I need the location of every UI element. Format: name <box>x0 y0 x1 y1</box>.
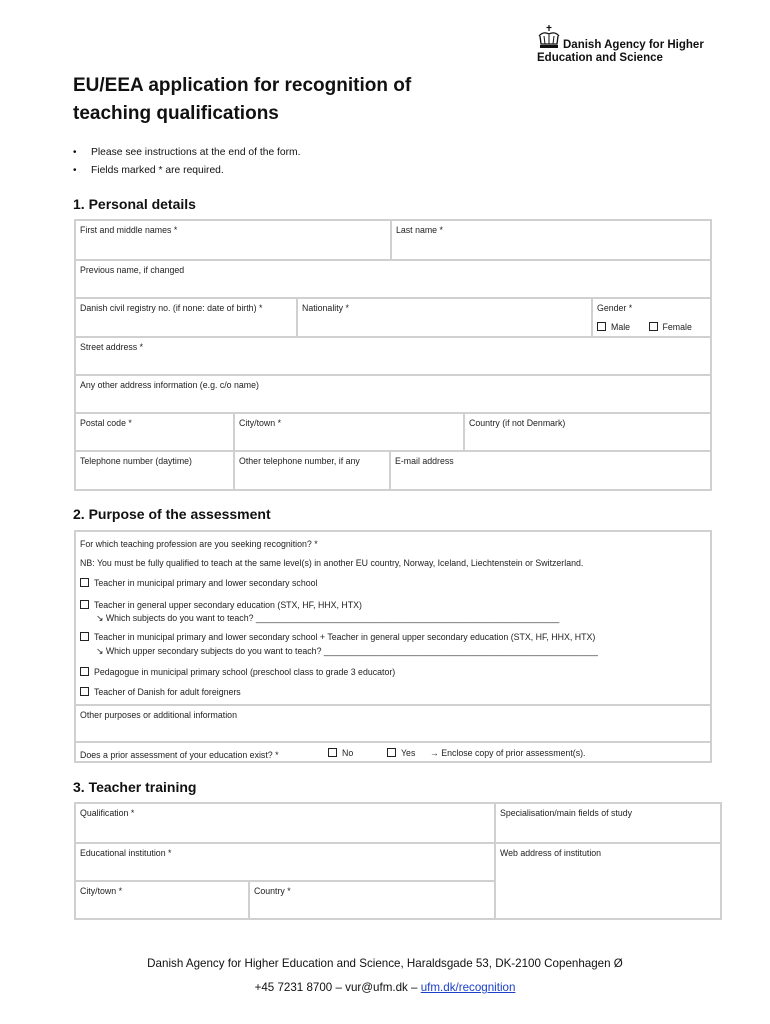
bullet-icon: • <box>73 165 77 176</box>
option-danish-adult-foreigners[interactable]: Teacher of Danish for adult foreigners <box>80 686 241 698</box>
footer-contact: +45 7231 8700 – vur@ufm.dk – ufm.dk/recognition <box>254 981 516 994</box>
bullet-icon: • <box>73 147 77 158</box>
section-heading-teacher-training: 3. Teacher training <box>73 779 197 795</box>
list-item: • Please see instructions at the end of the form. <box>73 147 301 158</box>
first-middle-names-field[interactable]: First and middle names * <box>74 219 392 261</box>
nationality-field[interactable]: Nationality * <box>296 297 593 338</box>
training-country-field[interactable]: Country * <box>248 880 496 920</box>
footer-address: Danish Agency for Higher Education and Science, Haraldsgade 53, DK-2100 Copenhagen Ø <box>147 957 623 970</box>
option-upper-secondary[interactable]: Teacher in general upper secondary education (STX, HF, HHX, HTX) <box>80 599 362 611</box>
country-field[interactable]: Country (if not Denmark) <box>463 412 712 452</box>
email-field[interactable]: E-mail address <box>389 450 712 491</box>
city-town-field[interactable]: City/town * <box>233 412 465 452</box>
section-heading-personal-details: 1. Personal details <box>73 196 196 212</box>
telephone-field[interactable]: Telephone number (daytime) <box>74 450 235 491</box>
agency-name-line2: Education and Science <box>537 52 663 64</box>
last-name-field[interactable]: Last name * <box>390 219 712 261</box>
option-pedagogue[interactable]: Pedagogue in municipal primary school (preschool class to grade 3 educator) <box>80 666 395 678</box>
prior-assessment-no-checkbox[interactable]: No <box>328 748 353 758</box>
other-address-field[interactable]: Any other address information (e.g. c/o name) <box>74 374 712 414</box>
gender-field: Gender * Male Female <box>591 297 712 338</box>
crown-icon <box>535 24 563 54</box>
gender-male-checkbox[interactable]: Male <box>597 322 630 332</box>
checkbox-icon <box>80 632 89 641</box>
institution-web-address-field[interactable]: Web address of institution <box>494 842 722 920</box>
other-telephone-field[interactable]: Other telephone number, if any <box>233 450 391 491</box>
prior-assessment-yes-checkbox[interactable]: Yes <box>387 748 415 758</box>
gender-female-checkbox[interactable]: Female <box>649 322 692 332</box>
training-city-field[interactable]: City/town * <box>74 880 250 920</box>
other-purposes-field[interactable]: Other purposes or additional information <box>74 704 712 743</box>
nb-note: NB: You must be fully qualified to teach at the same level(s) in another EU country, Norway, Iceland, Liechtenstein or Switzerland. <box>80 558 584 568</box>
checkbox-icon <box>80 578 89 587</box>
upper-secondary-subjects-input[interactable]: ↘ Which subjects do you want to teach? ______________________________________________________________ <box>96 613 560 623</box>
profession-question: For which teaching profession are you seeking recognition? * <box>80 539 318 549</box>
civil-registry-field[interactable]: Danish civil registry no. (if none: date of birth) * <box>74 297 298 338</box>
agency-name-line1: Danish Agency for Higher <box>563 39 704 51</box>
checkbox-icon <box>649 322 658 331</box>
option-primary-lower-secondary[interactable]: Teacher in municipal primary and lower secondary school <box>80 577 317 589</box>
option-combined-teacher[interactable]: Teacher in municipal primary and lower secondary school + Teacher in general upper secondary education (STX, HF, HHX, HTX) <box>80 631 595 643</box>
checkbox-icon <box>80 600 89 609</box>
checkbox-icon <box>328 748 337 757</box>
combined-subjects-input[interactable]: ↘ Which upper secondary subjects do you want to teach? ________________________________________________________ <box>96 646 598 656</box>
checkbox-icon <box>80 687 89 696</box>
checkbox-icon <box>597 322 606 331</box>
list-item: • Fields marked * are required. <box>73 165 224 176</box>
instructions-list <box>73 146 301 182</box>
section-heading-purpose: 2. Purpose of the assessment <box>73 506 271 522</box>
specialisation-field[interactable]: Specialisation/main fields of study <box>494 802 722 844</box>
agency-logo <box>535 24 725 68</box>
qualification-field[interactable]: Qualification * <box>74 802 496 844</box>
checkbox-icon <box>387 748 396 757</box>
checkbox-icon <box>80 667 89 676</box>
street-address-field[interactable]: Street address * <box>74 336 712 376</box>
postal-code-field[interactable]: Postal code * <box>74 412 235 452</box>
page-title: EU/EEA application for recognition of teaching qualifications <box>73 75 412 124</box>
previous-name-field[interactable]: Previous name, if changed <box>74 259 712 299</box>
enclose-copy-note: → Enclose copy of prior assessment(s). <box>430 748 586 758</box>
prior-assessment-row: Does a prior assessment of your education exist? * No Yes → Enclose copy of prior assessment(s). <box>74 741 712 763</box>
recognition-link[interactable]: ufm.dk/recognition <box>420 981 516 994</box>
educational-institution-field[interactable]: Educational institution * <box>74 842 496 882</box>
